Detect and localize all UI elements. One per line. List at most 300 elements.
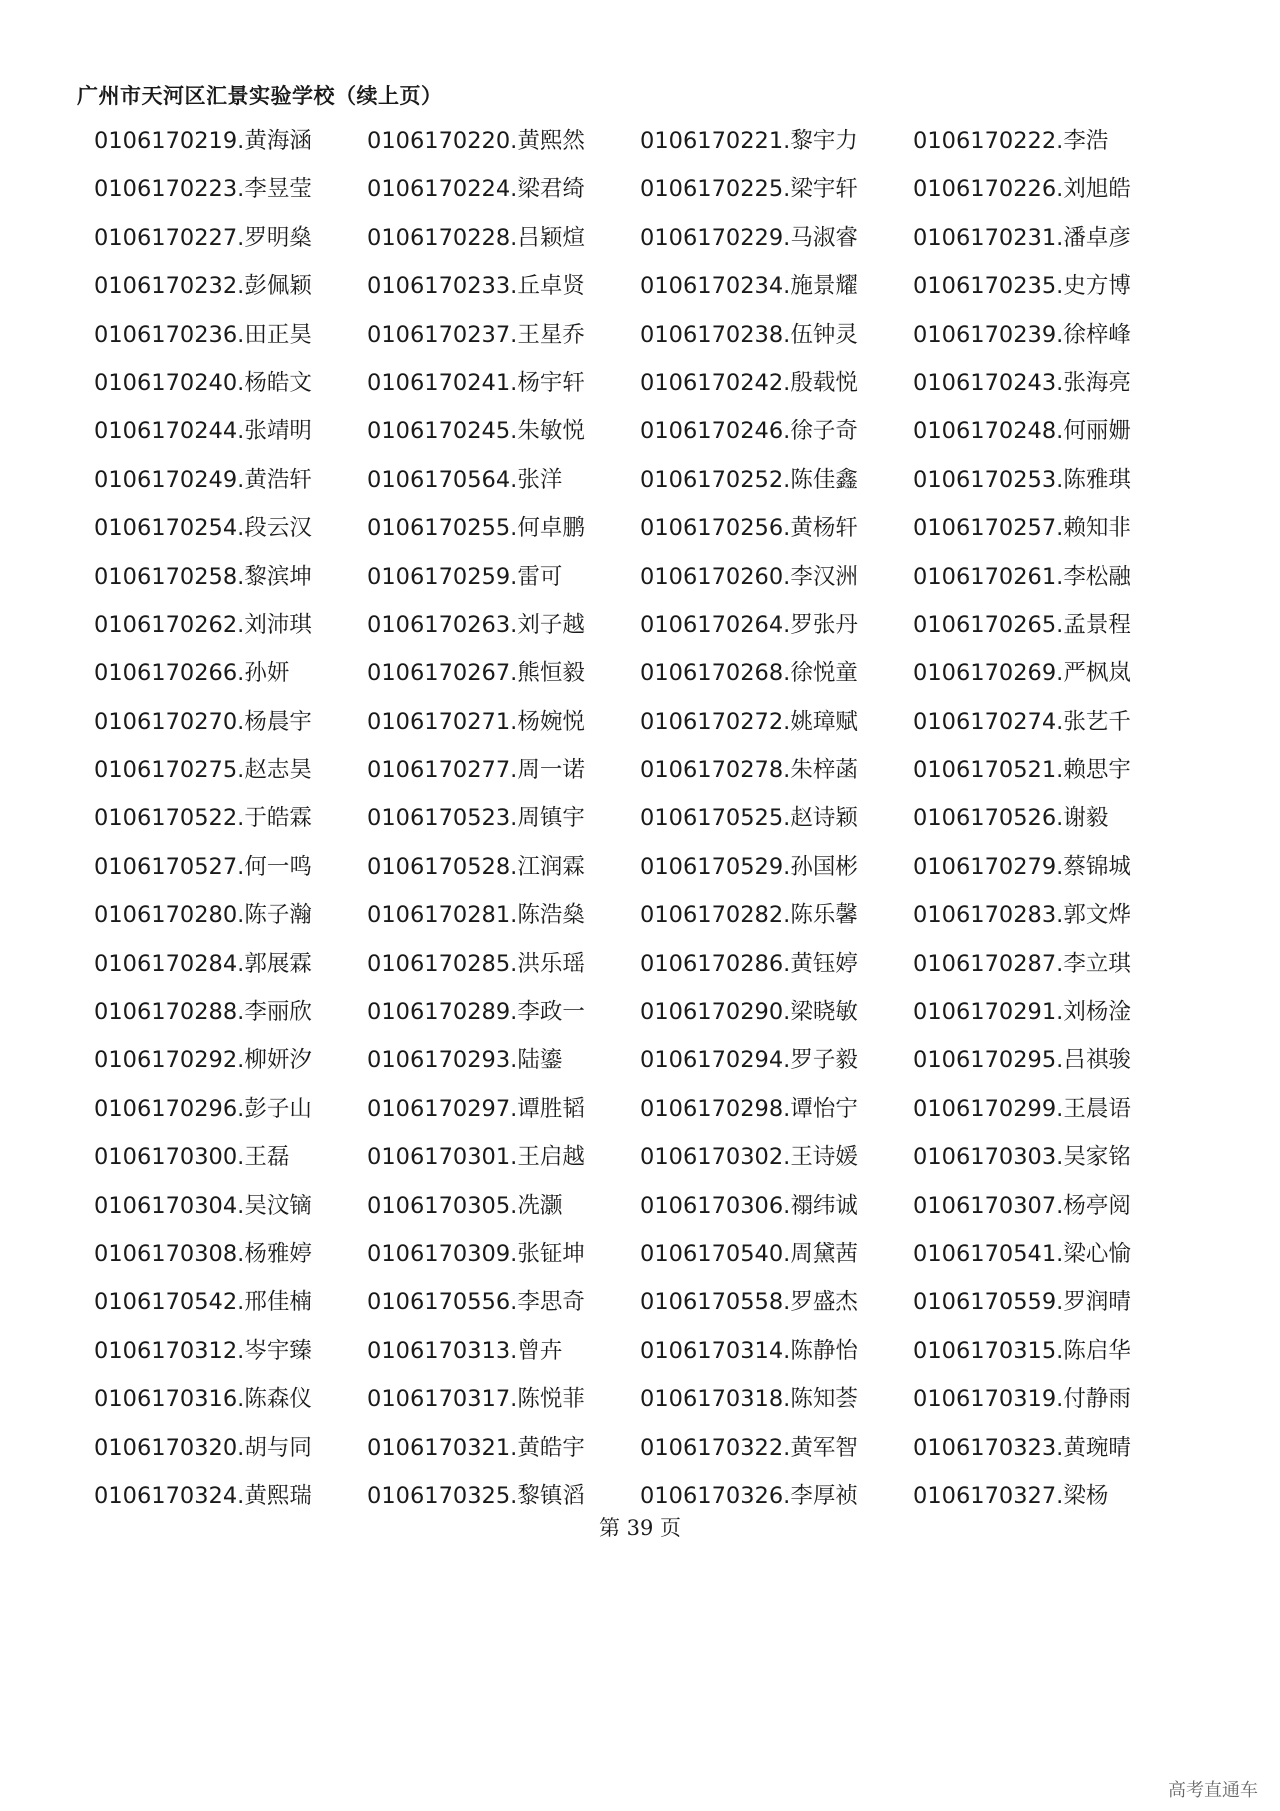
student-id: 0106170542 <box>94 1289 238 1316</box>
student-id: 0106170302 <box>640 1144 784 1171</box>
list-item <box>367 994 640 1042</box>
separator-dot: . <box>783 1047 791 1074</box>
student-id: 0106170277 <box>367 757 511 784</box>
student-id: 0106170326 <box>640 1482 784 1509</box>
list-item <box>640 1188 913 1236</box>
student-name: 禤纬诚 <box>790 1192 858 1219</box>
student-id: 0106170264 <box>640 611 784 638</box>
student-name: 彭佩颖 <box>244 273 312 300</box>
separator-dot: . <box>1056 611 1064 638</box>
student-id: 0106170237 <box>367 321 511 348</box>
student-name: 赵志昊 <box>244 757 312 784</box>
student-id: 0106170523 <box>367 805 511 832</box>
separator-dot: . <box>510 1144 518 1171</box>
separator-dot: . <box>510 1337 518 1364</box>
list-item <box>367 655 640 703</box>
student-name: 黄钰婷 <box>790 950 858 977</box>
separator-dot: . <box>783 611 791 638</box>
separator-dot: . <box>510 1386 518 1413</box>
student-name: 张海亮 <box>1063 369 1131 396</box>
student-name: 刘沛琪 <box>244 611 312 638</box>
list-item <box>913 607 1186 655</box>
list-item <box>913 897 1186 945</box>
student-name: 王磊 <box>244 1144 290 1171</box>
separator-dot: . <box>783 1240 791 1267</box>
list-item <box>367 1091 640 1139</box>
student-name: 王晨语 <box>1063 1095 1131 1122</box>
separator-dot: . <box>1056 708 1064 735</box>
list-item <box>640 800 913 848</box>
student-id: 0106170564 <box>367 466 511 493</box>
student-name: 黄浩轩 <box>244 466 312 493</box>
separator-dot: . <box>237 805 245 832</box>
separator-dot: . <box>783 902 791 929</box>
student-id: 0106170300 <box>94 1144 238 1171</box>
student-name: 何丽姗 <box>1063 418 1131 445</box>
student-name: 谭怡宁 <box>790 1095 858 1122</box>
student-id: 0106170227 <box>94 224 238 251</box>
separator-dot: . <box>237 1337 245 1364</box>
separator-dot: . <box>783 515 791 542</box>
separator-dot: . <box>783 805 791 832</box>
separator-dot: . <box>1056 273 1064 300</box>
list-item <box>94 1188 367 1236</box>
separator-dot: . <box>783 1289 791 1316</box>
list-item <box>367 946 640 994</box>
list-item <box>367 800 640 848</box>
separator-dot: . <box>237 563 245 590</box>
list-item <box>913 317 1186 365</box>
list-item <box>94 800 367 848</box>
student-id: 0106170299 <box>913 1095 1057 1122</box>
student-id: 0106170263 <box>367 611 511 638</box>
student-id: 0106170541 <box>913 1240 1057 1267</box>
list-item <box>94 413 367 461</box>
student-name: 冼灏 <box>517 1192 563 1219</box>
student-name: 李立琪 <box>1063 950 1131 977</box>
separator-dot: . <box>510 176 518 203</box>
student-name: 赵诗颖 <box>790 805 858 832</box>
student-id: 0106170252 <box>640 466 784 493</box>
student-id: 0106170293 <box>367 1047 511 1074</box>
student-name: 吕祺骏 <box>1063 1047 1131 1074</box>
separator-dot: . <box>237 1192 245 1219</box>
list-item <box>367 462 640 510</box>
list-item <box>913 704 1186 752</box>
list-item <box>640 365 913 413</box>
student-id: 0106170526 <box>913 805 1057 832</box>
separator-dot: . <box>1056 418 1064 445</box>
separator-dot: . <box>237 1095 245 1122</box>
student-name: 张洋 <box>517 466 563 493</box>
student-name: 李昱莹 <box>244 176 312 203</box>
list-item <box>913 946 1186 994</box>
student-id: 0106170314 <box>640 1337 784 1364</box>
separator-dot: . <box>237 902 245 929</box>
student-id: 0106170262 <box>94 611 238 638</box>
student-id: 0106170309 <box>367 1240 511 1267</box>
student-name: 杨雅婷 <box>244 1240 312 1267</box>
watermark: 高考直通车 <box>1168 1780 1258 1801</box>
separator-dot: . <box>510 369 518 396</box>
student-id: 0106170224 <box>367 176 511 203</box>
separator-dot: . <box>510 805 518 832</box>
student-name: 孙国彬 <box>790 853 858 880</box>
student-name: 李厚祯 <box>790 1482 858 1509</box>
list-item <box>913 655 1186 703</box>
list-item <box>94 897 367 945</box>
list-item <box>367 849 640 897</box>
student-name: 王诗媛 <box>790 1144 858 1171</box>
student-name: 潘卓彦 <box>1063 224 1131 251</box>
student-id: 0106170258 <box>94 563 238 590</box>
student-name: 陈子瀚 <box>244 902 312 929</box>
list-item <box>94 994 367 1042</box>
student-name: 郭展霖 <box>244 950 312 977</box>
list-item <box>913 220 1186 268</box>
separator-dot: . <box>1056 176 1064 203</box>
student-id: 0106170271 <box>367 708 511 735</box>
student-id: 0106170296 <box>94 1095 238 1122</box>
list-item <box>913 123 1186 171</box>
student-id: 0106170253 <box>913 466 1057 493</box>
list-item <box>640 1042 913 1090</box>
student-id: 0106170228 <box>367 224 511 251</box>
student-id: 0106170304 <box>94 1192 238 1219</box>
student-name: 罗明燊 <box>244 224 312 251</box>
separator-dot: . <box>510 611 518 638</box>
separator-dot: . <box>237 1434 245 1461</box>
list-item <box>367 1381 640 1429</box>
separator-dot: . <box>237 369 245 396</box>
student-name: 陈佳鑫 <box>790 466 858 493</box>
list-item <box>94 220 367 268</box>
list-item <box>640 1430 913 1478</box>
student-id: 0106170281 <box>367 902 511 929</box>
student-id: 0106170275 <box>94 757 238 784</box>
student-id: 0106170527 <box>94 853 238 880</box>
student-id: 0106170292 <box>94 1047 238 1074</box>
separator-dot: . <box>783 853 791 880</box>
student-id: 0106170256 <box>640 515 784 542</box>
student-name: 洪乐瑶 <box>517 950 585 977</box>
separator-dot: . <box>510 224 518 251</box>
separator-dot: . <box>1056 369 1064 396</box>
student-id: 0106170233 <box>367 273 511 300</box>
list-item <box>94 704 367 752</box>
separator-dot: . <box>783 1144 791 1171</box>
student-name: 李丽欣 <box>244 999 312 1026</box>
separator-dot: . <box>783 176 791 203</box>
separator-dot: . <box>510 950 518 977</box>
student-name: 雷可 <box>517 563 563 590</box>
student-id: 0106170274 <box>913 708 1057 735</box>
student-name: 黄熙然 <box>517 128 585 154</box>
student-id: 0106170316 <box>94 1386 238 1413</box>
separator-dot: . <box>510 708 518 735</box>
list-item <box>94 365 367 413</box>
separator-dot: . <box>510 515 518 542</box>
separator-dot: . <box>510 1482 518 1509</box>
student-id: 0106170287 <box>913 950 1057 977</box>
student-id: 0106170301 <box>367 1144 511 1171</box>
list-item <box>913 1381 1186 1429</box>
separator-dot: . <box>783 128 791 154</box>
separator-dot: . <box>1056 563 1064 590</box>
separator-dot: . <box>783 273 791 300</box>
student-name: 张靖明 <box>244 418 312 445</box>
separator-dot: . <box>783 224 791 251</box>
student-id: 0106170279 <box>913 853 1057 880</box>
student-id: 0106170312 <box>94 1337 238 1364</box>
student-name: 曾卉 <box>517 1337 563 1364</box>
separator-dot: . <box>783 708 791 735</box>
student-name: 杨晨宇 <box>244 708 312 735</box>
student-id: 0106170289 <box>367 999 511 1026</box>
student-name: 李汉洲 <box>790 563 858 590</box>
separator-dot: . <box>510 273 518 300</box>
student-id: 0106170319 <box>913 1386 1057 1413</box>
student-name: 杨宇轩 <box>517 369 585 396</box>
student-id: 0106170249 <box>94 466 238 493</box>
student-name: 吴家铭 <box>1063 1144 1131 1171</box>
student-name: 岑宇臻 <box>244 1337 312 1364</box>
student-name: 于皓霖 <box>244 805 312 832</box>
list-item <box>94 849 367 897</box>
list-item <box>94 1042 367 1090</box>
student-id: 0106170232 <box>94 273 238 300</box>
student-id: 0106170243 <box>913 369 1057 396</box>
student-id: 0106170268 <box>640 660 784 687</box>
student-id: 0106170234 <box>640 273 784 300</box>
list-item <box>94 946 367 994</box>
student-name: 陈静怡 <box>790 1337 858 1364</box>
separator-dot: . <box>237 999 245 1026</box>
list-item <box>94 462 367 510</box>
separator-dot: . <box>510 660 518 687</box>
student-id: 0106170315 <box>913 1337 1057 1364</box>
student-name: 严枫岚 <box>1063 660 1131 687</box>
list-item <box>367 1042 640 1090</box>
student-name: 徐子奇 <box>790 418 858 445</box>
student-id: 0106170222 <box>913 128 1057 154</box>
separator-dot: . <box>237 1047 245 1074</box>
student-id: 0106170282 <box>640 902 784 929</box>
separator-dot: . <box>237 418 245 445</box>
student-name: 田正昊 <box>244 321 312 348</box>
list-item <box>94 1091 367 1139</box>
student-id: 0106170248 <box>913 418 1057 445</box>
student-id: 0106170269 <box>913 660 1057 687</box>
page-number: 第 39 页 <box>598 1516 682 1540</box>
separator-dot: . <box>1056 1434 1064 1461</box>
student-name: 徐梓峰 <box>1063 321 1131 348</box>
list-item <box>640 752 913 800</box>
list-item <box>913 1188 1186 1236</box>
student-id: 0106170306 <box>640 1192 784 1219</box>
list-item <box>94 1430 367 1478</box>
list-item <box>367 510 640 558</box>
page-heading: 广州市天河区汇景实验学校（续上页） <box>77 84 443 108</box>
student-name: 何卓鹏 <box>517 515 585 542</box>
student-name: 黄琬晴 <box>1063 1434 1131 1461</box>
student-id: 0106170303 <box>913 1144 1057 1171</box>
student-name: 梁君绮 <box>517 176 585 203</box>
student-name: 李思奇 <box>517 1289 585 1316</box>
list-item <box>367 559 640 607</box>
list-item <box>640 1284 913 1332</box>
student-name: 刘旭皓 <box>1063 176 1131 203</box>
student-name: 周镇宇 <box>517 805 585 832</box>
student-name: 徐悦童 <box>790 660 858 687</box>
student-id: 0106170298 <box>640 1095 784 1122</box>
list-item <box>913 268 1186 316</box>
separator-dot: . <box>237 1144 245 1171</box>
list-item <box>94 1333 367 1381</box>
separator-dot: . <box>1056 805 1064 832</box>
list-item <box>94 1236 367 1284</box>
separator-dot: . <box>783 321 791 348</box>
student-name: 吴汶镝 <box>244 1192 312 1219</box>
list-item <box>913 171 1186 219</box>
student-name: 梁杨 <box>1063 1482 1109 1509</box>
list-item <box>367 413 640 461</box>
student-id: 0106170558 <box>640 1289 784 1316</box>
student-id: 0106170257 <box>913 515 1057 542</box>
student-name: 陆鎏 <box>517 1047 563 1074</box>
list-item <box>640 171 913 219</box>
separator-dot: . <box>237 1289 245 1316</box>
student-name: 赖思宇 <box>1063 757 1131 784</box>
separator-dot: . <box>510 128 518 154</box>
separator-dot: . <box>1056 853 1064 880</box>
separator-dot: . <box>783 1192 791 1219</box>
list-item <box>640 607 913 655</box>
list-item <box>367 752 640 800</box>
list-item <box>913 559 1186 607</box>
student-name: 黎宇力 <box>790 128 858 154</box>
student-id: 0106170322 <box>640 1434 784 1461</box>
separator-dot: . <box>237 611 245 638</box>
list-item <box>367 1333 640 1381</box>
student-name: 马淑睿 <box>790 224 858 251</box>
student-id: 0106170272 <box>640 708 784 735</box>
separator-dot: . <box>237 176 245 203</box>
student-id: 0106170280 <box>94 902 238 929</box>
list-item <box>640 559 913 607</box>
student-id: 0106170525 <box>640 805 784 832</box>
list-item <box>94 317 367 365</box>
student-name: 陈森仪 <box>244 1386 312 1413</box>
separator-dot: . <box>783 1095 791 1122</box>
list-item <box>913 413 1186 461</box>
separator-dot: . <box>237 224 245 251</box>
list-item <box>367 220 640 268</box>
student-name: 丘卓贤 <box>517 273 585 300</box>
list-item <box>913 994 1186 1042</box>
list-item <box>913 1236 1186 1284</box>
list-item <box>913 1430 1186 1478</box>
separator-dot: . <box>783 466 791 493</box>
student-name: 梁晓敏 <box>790 999 858 1026</box>
list-item <box>94 752 367 800</box>
separator-dot: . <box>510 1095 518 1122</box>
separator-dot: . <box>1056 1337 1064 1364</box>
list-item <box>367 1236 640 1284</box>
student-name: 罗张丹 <box>790 611 858 638</box>
separator-dot: . <box>783 1434 791 1461</box>
student-id: 0106170254 <box>94 515 238 542</box>
separator-dot: . <box>237 466 245 493</box>
student-name: 彭子山 <box>244 1095 312 1122</box>
list-item <box>94 268 367 316</box>
student-name: 罗盛杰 <box>790 1289 858 1316</box>
student-id: 0106170260 <box>640 563 784 590</box>
student-name: 段云汉 <box>244 515 312 542</box>
separator-dot: . <box>1056 1047 1064 1074</box>
student-id: 0106170242 <box>640 369 784 396</box>
list-item <box>94 171 367 219</box>
student-name: 郭文烨 <box>1063 902 1131 929</box>
list-item <box>913 1139 1186 1187</box>
separator-dot: . <box>510 1240 518 1267</box>
student-id: 0106170220 <box>367 128 511 154</box>
student-name: 陈雅琪 <box>1063 466 1131 493</box>
student-name: 陈乐馨 <box>790 902 858 929</box>
list-item <box>913 462 1186 510</box>
list-item <box>640 123 913 171</box>
student-name: 张艺千 <box>1063 708 1131 735</box>
student-name: 刘子越 <box>517 611 585 638</box>
list-item <box>640 462 913 510</box>
separator-dot: . <box>1056 224 1064 251</box>
list-item <box>640 413 913 461</box>
list-item <box>94 655 367 703</box>
student-id: 0106170241 <box>367 369 511 396</box>
student-id: 0106170529 <box>640 853 784 880</box>
student-name: 熊恒毅 <box>517 660 585 687</box>
separator-dot: . <box>1056 950 1064 977</box>
student-id: 0106170283 <box>913 902 1057 929</box>
student-name: 黄军智 <box>790 1434 858 1461</box>
student-id: 0106170219 <box>94 128 238 154</box>
student-id: 0106170294 <box>640 1047 784 1074</box>
separator-dot: . <box>1056 1482 1064 1509</box>
list-item <box>640 268 913 316</box>
student-name: 周一诺 <box>517 757 585 784</box>
list-item <box>640 704 913 752</box>
student-name: 赖知非 <box>1063 515 1131 542</box>
student-id: 0106170522 <box>94 805 238 832</box>
student-id: 0106170235 <box>913 273 1057 300</box>
student-name: 朱梓菡 <box>790 757 858 784</box>
separator-dot: . <box>237 321 245 348</box>
separator-dot: . <box>510 1434 518 1461</box>
student-id: 0106170327 <box>913 1482 1057 1509</box>
separator-dot: . <box>510 999 518 1026</box>
student-name: 黎滨坤 <box>244 563 312 590</box>
student-name: 张钲坤 <box>517 1240 585 1267</box>
list-item <box>640 994 913 1042</box>
student-id: 0106170246 <box>640 418 784 445</box>
student-name: 陈启华 <box>1063 1337 1131 1364</box>
separator-dot: . <box>783 757 791 784</box>
separator-dot: . <box>510 321 518 348</box>
student-name: 刘杨淦 <box>1063 999 1131 1026</box>
separator-dot: . <box>783 950 791 977</box>
student-id: 0106170240 <box>94 369 238 396</box>
student-name: 李政一 <box>517 999 585 1026</box>
